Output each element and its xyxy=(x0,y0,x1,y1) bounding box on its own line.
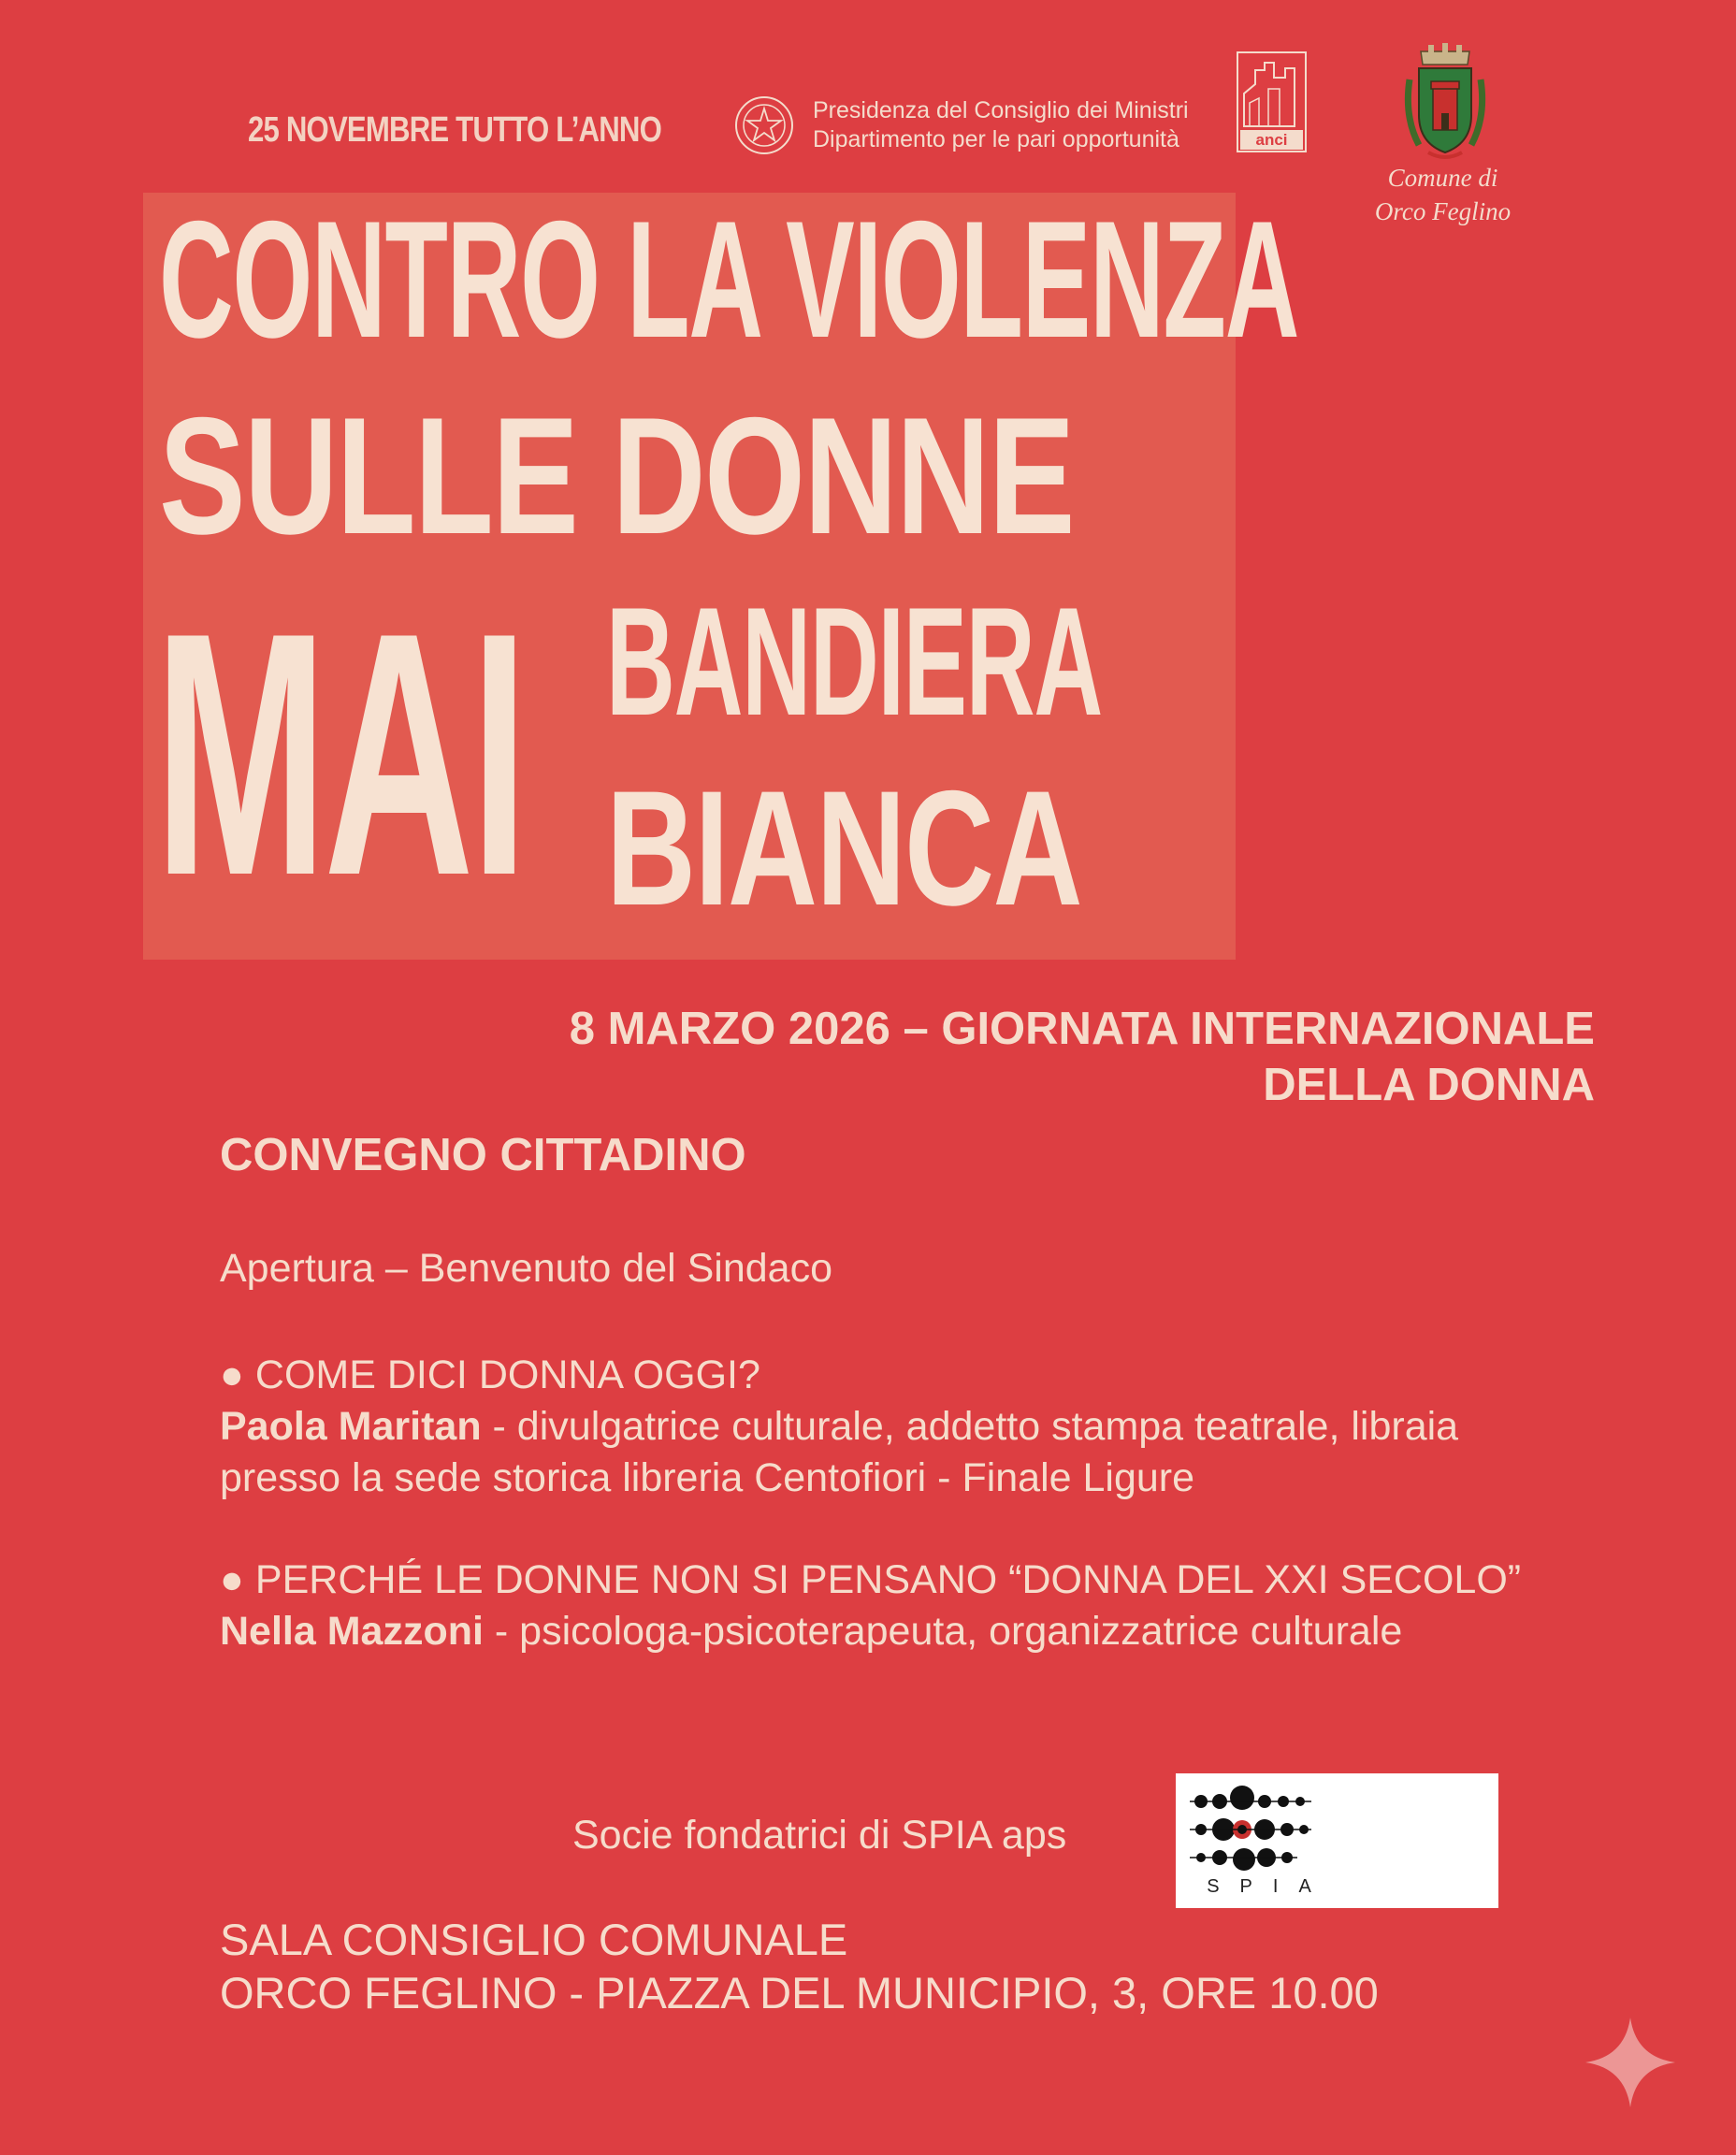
spia-logo xyxy=(1176,1773,1498,1908)
event-date-heading xyxy=(355,1001,1595,1113)
comune-line-2: Orco Feglino xyxy=(1374,197,1512,225)
venue-line-2: ORCO FEGLINO - PIAZZA DEL MUNICIPIO, 3, ORE 10.00 xyxy=(220,1968,1379,2018)
comune-line-1: Comune di xyxy=(1387,164,1498,192)
spia-label: SPIA xyxy=(1207,1876,1332,1897)
sparkle-icon xyxy=(1584,2016,1677,2109)
opening-text: Apertura – Benvenuto del Sindaco xyxy=(220,1246,833,1291)
session-1-speaker: Paola Maritan xyxy=(220,1404,482,1449)
session-2 xyxy=(220,1555,1567,1657)
anci-logo-icon xyxy=(1237,51,1307,152)
anci-text: anci xyxy=(1255,131,1288,149)
venue-line-1: SALA CONSIGLIO COMUNALE xyxy=(220,1915,848,1964)
government-logo-block xyxy=(732,94,1189,157)
socie-text: Socie fondatrici di SPIA aps xyxy=(572,1813,1067,1858)
comune-label xyxy=(1361,161,1525,228)
title-mai: MAI xyxy=(154,561,526,947)
campaign-tagline: 25 NOVEMBRE TUTTO L’ANNO xyxy=(248,110,662,150)
title-line-4: BIANCA xyxy=(606,758,1082,940)
date-line-1: 8 MARZO 2026 – GIORNATA INTERNAZIONALE xyxy=(569,1004,1595,1054)
title-line-2: SULLE DONNE xyxy=(159,383,1074,569)
convegno-heading: CONVEGNO CITTADINO xyxy=(220,1130,746,1180)
date-line-2: DELLA DONNA xyxy=(1263,1060,1595,1110)
session-1-desc: - divulgatrice culturale, addetto stampa teatrale, libraia presso la sede storica libreria Centofiori - Finale Ligure xyxy=(220,1404,1459,1500)
session-1 xyxy=(220,1350,1567,1504)
gov-line-2: Dipartimento per le pari opportunità xyxy=(813,126,1179,152)
spia-dots-icon xyxy=(1190,1783,1330,1876)
title-line-3: BANDIERA xyxy=(606,575,1103,747)
venue-block xyxy=(220,1913,1379,2019)
session-2-speaker: Nella Mazzoni xyxy=(220,1609,484,1654)
gov-line-1: Presidenza del Consiglio dei Ministri xyxy=(813,97,1189,123)
session-2-title: ● PERCHÉ LE DONNE NON SI PENSANO “DONNA DEL XXI SECOLO” xyxy=(220,1557,1522,1602)
title-line-1: CONTRO LA VIOLENZA xyxy=(159,186,1299,372)
italian-emblem-icon xyxy=(732,94,796,157)
session-2-desc: - psicologa-psicoterapeuta, organizzatrice culturale xyxy=(483,1609,1403,1654)
session-1-title: ● COME DICI DONNA OGGI? xyxy=(220,1352,760,1397)
comune-crest-icon xyxy=(1400,42,1490,162)
